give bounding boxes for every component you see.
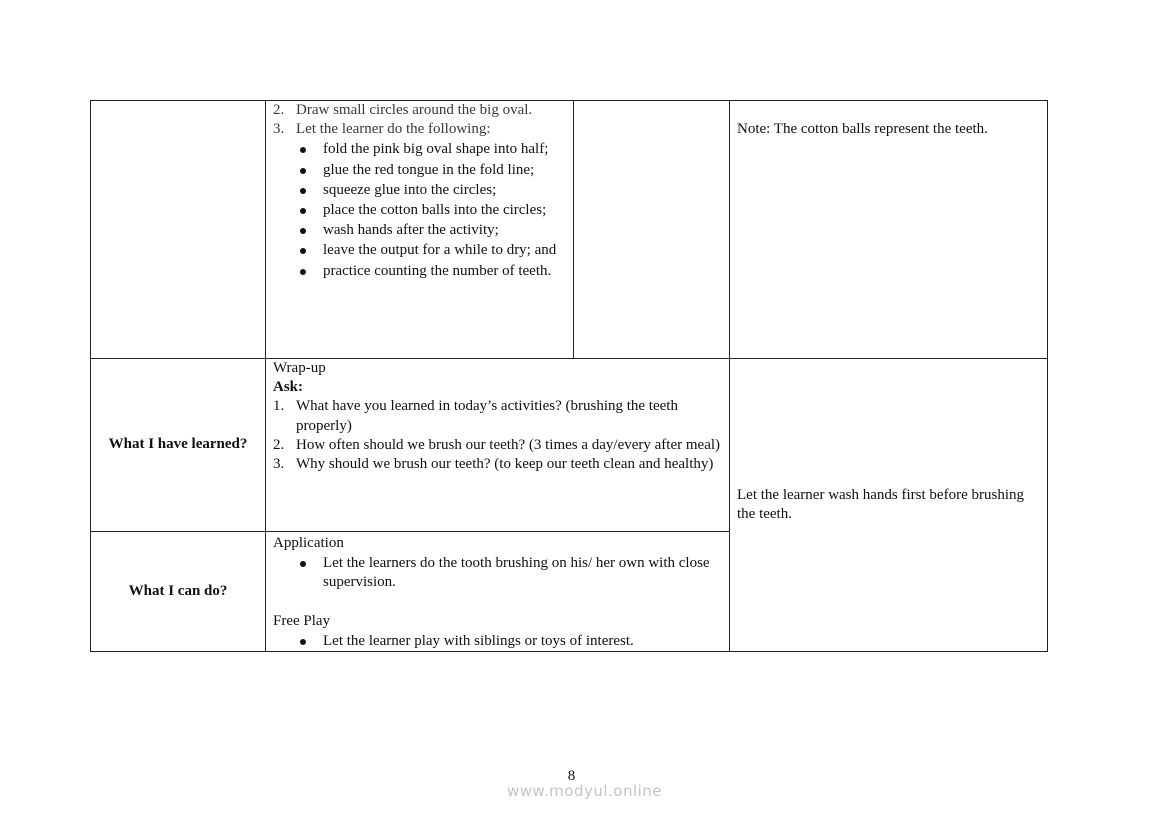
- list-item: practice counting the number of teeth.: [273, 262, 567, 281]
- list-item: [273, 436, 723, 455]
- list-item: [273, 455, 723, 474]
- question-text: How often should we brush our teeth? (3 times a day/every after meal): [296, 436, 721, 453]
- list-item: fold the pink big oval shape into half;: [273, 140, 567, 159]
- procedure-steps: [273, 101, 567, 139]
- wash-hands-note-cell: [730, 359, 1048, 652]
- list-item: [273, 101, 567, 120]
- list-item: Let the learner play with siblings or toys of interest.: [273, 632, 723, 651]
- wash-hands-note: Let the learner wash hands first before brushing the teeth.: [737, 486, 1024, 522]
- application-heading: Application: [273, 535, 344, 551]
- question-number: 1.: [273, 398, 285, 415]
- wrap-up-questions: [273, 397, 723, 474]
- list-item: squeeze glue into the circles;: [273, 181, 567, 200]
- row1-empty-cell: [574, 101, 730, 359]
- list-item: place the cotton balls into the circles;: [273, 201, 567, 220]
- step-text: Draw small circles around the big oval.: [296, 102, 533, 118]
- list-item: glue the red tongue in the fold line;: [273, 161, 567, 180]
- what-i-can-do-label: What I can do?: [91, 532, 266, 652]
- table-row: [91, 359, 1048, 532]
- question-text: What have you learned in today’s activities? (brushing the teeth properly): [296, 398, 678, 434]
- what-i-have-learned-label: What I have learned?: [91, 359, 266, 532]
- list-item: [273, 397, 723, 435]
- wrap-up-heading: Wrap-up: [273, 360, 326, 376]
- list-item: wash hands after the activity;: [273, 221, 567, 240]
- cotton-balls-note: Note: The cotton balls represent the teeth.: [737, 121, 988, 137]
- ask-heading: Ask:: [273, 379, 304, 396]
- step-text: Let the learner do the following:: [296, 121, 491, 138]
- activity-bullets: [273, 140, 567, 280]
- table-row: [91, 101, 1048, 359]
- page-number: 8: [567, 768, 576, 784]
- list-item: [273, 120, 567, 139]
- list-item: Let the learners do the tooth brushing on his/ her own with close supervision.: [273, 554, 723, 592]
- step-number: 2.: [273, 102, 285, 118]
- application-bullets: [273, 554, 723, 592]
- free-play-bullets: [273, 632, 723, 651]
- row1-procedure-cell: [266, 101, 574, 359]
- wrap-up-cell: [266, 359, 730, 532]
- row1-note-cell: [730, 101, 1048, 359]
- watermark: www.modyul.online: [506, 782, 663, 800]
- lesson-table: [90, 100, 1048, 652]
- question-number: 2.: [273, 436, 285, 453]
- question-number: 3.: [273, 456, 285, 473]
- row1-label-cell: [91, 101, 266, 359]
- question-text: Why should we brush our teeth? (to keep our teeth clean and healthy): [296, 456, 714, 473]
- spacer: [273, 593, 723, 612]
- application-cell: [266, 532, 730, 652]
- free-play-heading: Free Play: [273, 612, 331, 629]
- list-item: leave the output for a while to dry; and: [273, 241, 567, 260]
- step-number: 3.: [273, 121, 285, 138]
